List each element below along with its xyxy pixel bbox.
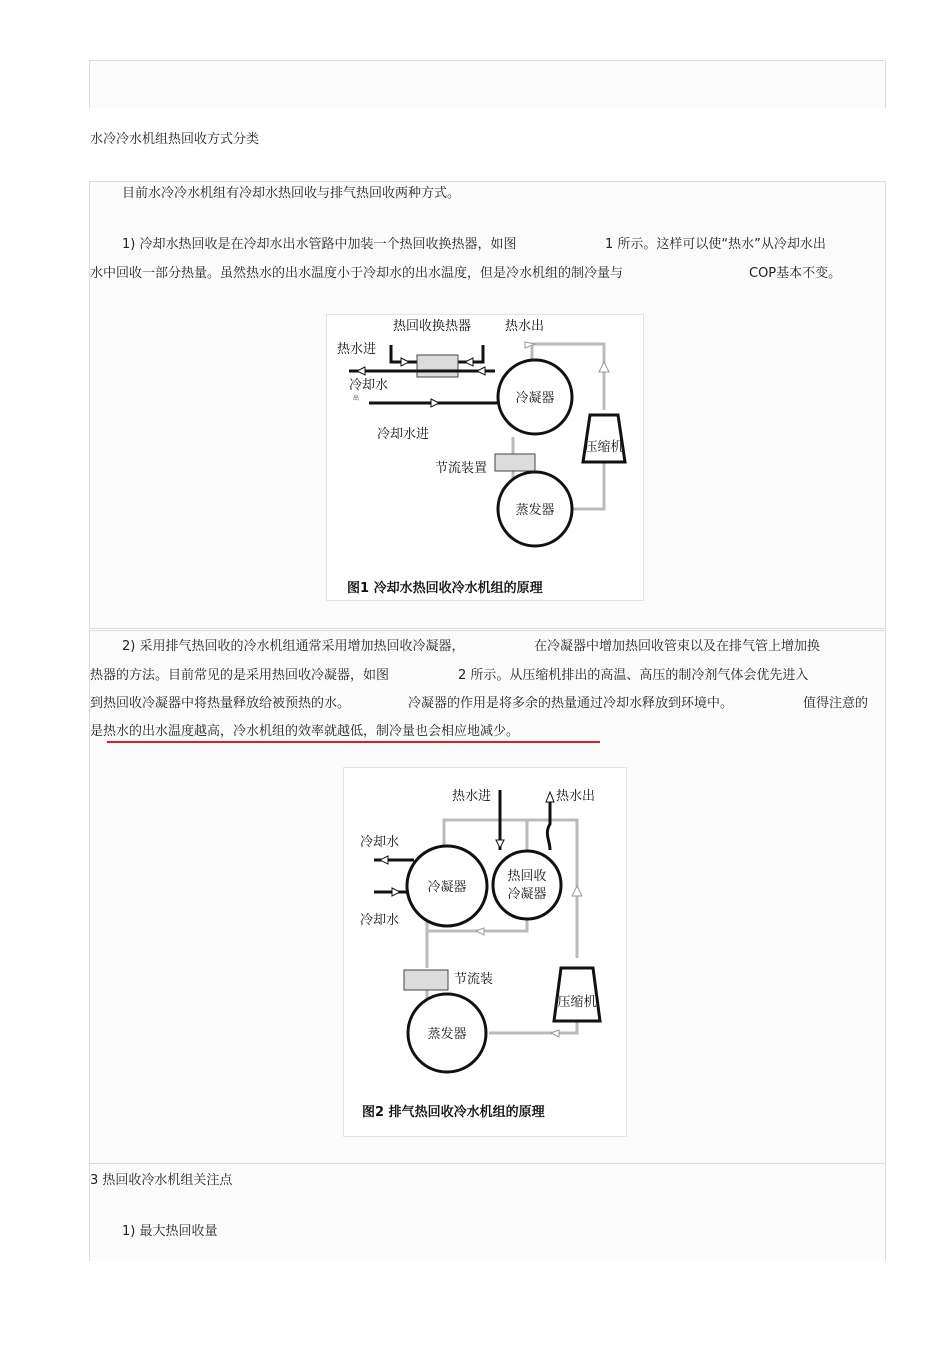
fig1-heat-exchanger bbox=[417, 355, 458, 377]
red-underline bbox=[107, 741, 600, 743]
fig1-arrow-hx-in bbox=[401, 358, 409, 366]
para2-line3b: 冷凝器的作用是将多余的热量通过冷却水释放到环境中。 bbox=[408, 696, 734, 711]
para1-line1b: 1 所示。这样可以使“热水”从冷却水出 bbox=[605, 237, 826, 252]
section3-item1: 1) 最大热回收量 bbox=[122, 1224, 218, 1239]
fig2-hot-in-label: 热水进 bbox=[452, 789, 492, 804]
fig1-arrow-up bbox=[599, 362, 609, 372]
fig2-caption: 图2 排气热回收冷水机组的原理 bbox=[362, 1105, 545, 1120]
fig1-throttle-label: 节流装置 bbox=[435, 461, 488, 476]
para2-line2b: 2 所示。从压缩机排出的高温、高压的制冷剂气体会优先进入 bbox=[458, 668, 809, 683]
para1-line2b: COP基本不变。 bbox=[749, 266, 842, 281]
fig2-arrow-up bbox=[572, 886, 582, 896]
fig2-compressor-label: 压缩机 bbox=[557, 995, 597, 1010]
para2-line1b: 在冷凝器中增加热回收管束以及在排气管上增加换 bbox=[534, 639, 821, 654]
fig1-cool-out-suffix: 出 bbox=[353, 395, 360, 402]
para2-line3a: 到热回收冷凝器中将热量释放给被预热的水。 bbox=[90, 696, 351, 711]
para2-line1a: 2) 采用排气热回收的冷水机组通常采用增加热回收冷凝器， bbox=[122, 639, 465, 654]
figure-2-diagram bbox=[344, 768, 626, 1136]
fig2-arrow-hot-out bbox=[546, 792, 554, 802]
fig2-throttle bbox=[404, 970, 448, 990]
fig2-arrow-mid bbox=[476, 928, 484, 935]
fig1-arrow-hx-out bbox=[465, 358, 473, 366]
fig1-hot-in-label: 热水进 bbox=[337, 342, 377, 357]
fig1-hot-out-label: 热水出 bbox=[505, 319, 545, 334]
para2-line4: 是热水的出水温度越高，冷水机组的效率就越低，制冷量也会相应地减少。 bbox=[90, 724, 520, 739]
para2-line2a: 热器的方法。目前常见的是采用热回收冷凝器，如图 bbox=[90, 668, 390, 683]
fig1-condenser-label: 冷凝器 bbox=[515, 391, 555, 406]
fig1-arrow-cool-out bbox=[357, 367, 365, 375]
fig2-hr-label-1: 热回收 bbox=[507, 869, 547, 884]
fig1-caption: 图1 冷却水热回收冷水机组的原理 bbox=[347, 581, 543, 596]
fig2-arrow-cool-bottom bbox=[392, 888, 400, 896]
fig2-arrow-hot-in bbox=[496, 840, 504, 848]
section3-title: 3 热回收冷水机组关注点 bbox=[90, 1173, 233, 1188]
fig2-cool-top-label: 冷却水 bbox=[360, 835, 400, 850]
fig2-hot-out-label: 热水出 bbox=[556, 789, 596, 804]
fig2-hr-condenser bbox=[493, 851, 561, 919]
fig2-throttle-label: 节流装 bbox=[454, 972, 494, 987]
fig1-compressor-label: 压缩机 bbox=[584, 440, 624, 455]
figure-1-diagram bbox=[327, 315, 643, 600]
para1-line2a: 水中回收一部分热量。虽然热水的出水温度小于冷却水的出水温度，但是冷水机组的制冷量与 bbox=[90, 266, 624, 281]
fig2-cool-bottom-label: 冷却水 bbox=[360, 913, 400, 928]
fig1-evaporator-label: 蒸发器 bbox=[515, 503, 555, 518]
figure-1 bbox=[326, 314, 644, 601]
fig1-arrow-cool-in bbox=[431, 399, 439, 407]
section-title: 水冷冷水机组热回收方式分类 bbox=[90, 132, 260, 147]
para2-line3c: 值得注意的 bbox=[803, 696, 869, 711]
fig2-hr-label-2: 冷凝器 bbox=[507, 887, 547, 902]
fig1-cool-in-label: 冷却水进 bbox=[377, 427, 430, 442]
fig1-throttle bbox=[495, 454, 535, 471]
top-empty-box bbox=[89, 60, 886, 108]
fig2-evaporator-label: 蒸发器 bbox=[427, 1027, 467, 1042]
fig1-cool-out-label: 冷却水 bbox=[349, 378, 389, 393]
figure-2 bbox=[343, 767, 627, 1137]
intro-text: 目前水冷冷水机组有冷却水热回收与排气热回收两种方式。 bbox=[122, 186, 461, 201]
para1-line1a: 1) 冷却水热回收是在冷却水出水管路中加装一个热回收换热器，如图 bbox=[122, 237, 517, 252]
fig1-hx-label: 热回收换热器 bbox=[393, 319, 472, 334]
fig2-arrow-evap bbox=[551, 1030, 559, 1037]
fig2-condenser-label: 冷凝器 bbox=[427, 880, 467, 895]
fig2-arrow-cool-top bbox=[380, 856, 388, 864]
fig1-arrow-cool-out2 bbox=[477, 367, 485, 375]
